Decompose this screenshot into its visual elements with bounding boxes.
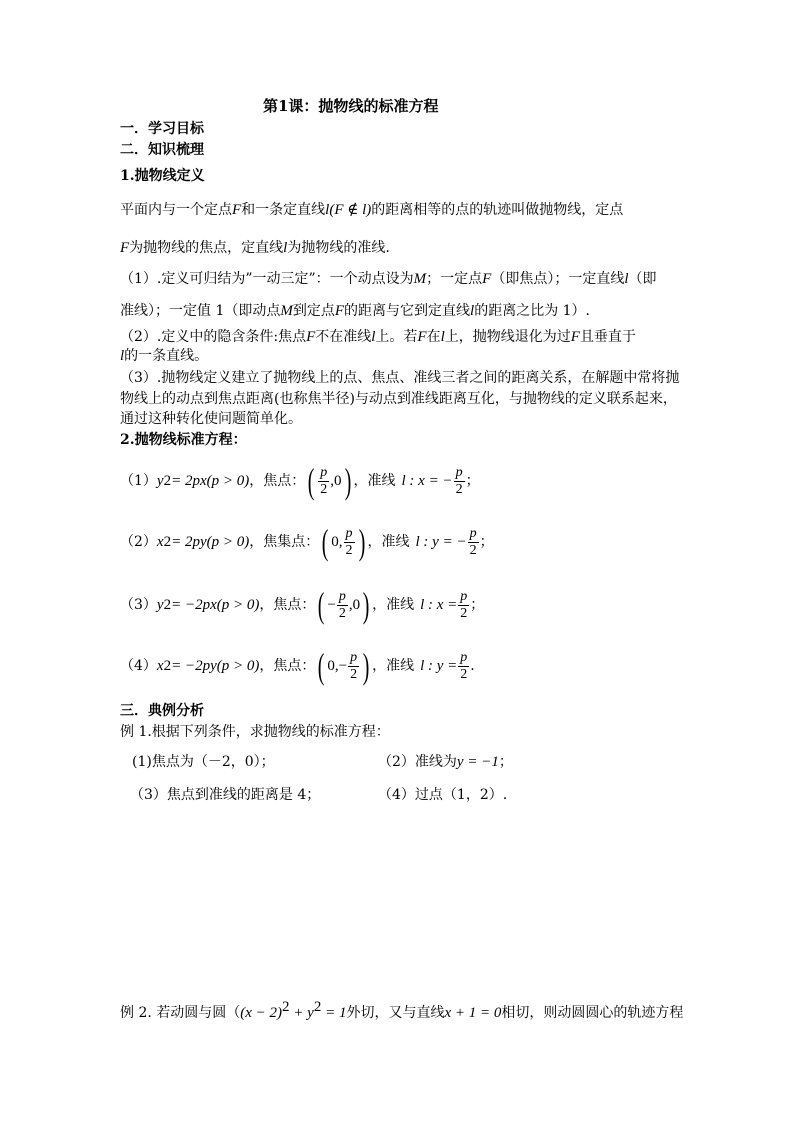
standard-equation-2: （2） x 2 = 2py(p > 0) ， 焦集点： ( 0 , $\frac{p}{2}$ ) ，准线 l : y = − $\frac{p}{2}$ ； xyxy=(120,522,494,562)
example-1-question-3: （3）焦点到准线的距离是 4； xyxy=(130,787,321,803)
definition-note-1-line-1: （1）.定义可归结为”一动三定”：一个动点设为M；一定点F（即焦点）；一定直线l（即 xyxy=(120,271,657,287)
definition-heading: 1.抛物线定义 xyxy=(120,168,205,184)
standard-equation-heading: 2.抛物线标准方程： xyxy=(120,432,247,448)
definition-note-3-line-2: 物线上的动点到焦点距离(也称焦半径)与动点到准线距离互化，与抛物线的定义联系起来， xyxy=(120,391,677,407)
definition-note-1-line-2: 准线）；一定值 1（即动点M到定点F的距离与它到定直线l的距离之比为 1）. xyxy=(120,303,591,319)
standard-equation-3: （3） y 2 = −2px(p > 0) ， 焦点： ( − $\frac{p}{2}$ , 0 ) ，准线 l : x = $\frac{p}{2}$ ； xyxy=(120,585,485,625)
standard-equation-1: （1） y 2 = 2px(p > 0) ， 焦点： ( $\frac{p}{2}$ , 0 ) ，准线 l : x = − $\frac{p}{2}$ ； xyxy=(120,461,480,501)
example-1-question-1: (1)焦点为（－2，0）； xyxy=(132,754,275,770)
definition-note-2-line-1: （2）.定义中的隐含条件:焦点F不在准线l上。若F在l上，抛物线退化为过F且垂直于 xyxy=(120,329,636,345)
section-learning-goals: 一．学习目标 xyxy=(120,121,204,137)
example-1-stem: 例 1.根据下列条件，求抛物线的标准方程： xyxy=(120,724,390,740)
definition-line-1: 平面内与一个定点F和一条定直线l(F ∉ l)的距离相等的点的轨迹叫做抛物线，定点 xyxy=(120,202,624,218)
page-title: 第1课：抛物线的标准方程 xyxy=(263,97,439,115)
standard-equation-4: （4） x 2 = −2py(p > 0) ， 焦点： ( 0 , − $\frac{p}{2}$ ) ，准线 l : y = $\frac{p}{2}$ . xyxy=(120,646,475,686)
definition-line-2: F为抛物线的焦点，定直线l为抛物线的准线. xyxy=(120,240,390,256)
definition-note-3-line-3: 通过这种转化使问题简单化。 xyxy=(120,411,302,427)
example-1-question-2: （2）准线为y = −1； xyxy=(378,754,513,770)
example-1-question-4: （4）过点（1，2）. xyxy=(378,787,508,803)
section-examples: 三．典例分析 xyxy=(120,703,204,719)
definition-note-2-line-2: l的一条直线。 xyxy=(120,348,209,364)
section-knowledge: 二．知识梳理 xyxy=(120,142,204,158)
definition-note-3-line-1: （3）.抛物线定义建立了抛物线上的点、焦点、准线三者之间的距离关系，在解题中常将抛 xyxy=(120,370,680,386)
example-2-stem: 例 2. 若动圆与圆（$(x - 2)^2 + y^2 = 1$外切，又与直线x + 1 = 0相切，则动圆圆心的轨迹方程 xyxy=(120,999,684,1021)
